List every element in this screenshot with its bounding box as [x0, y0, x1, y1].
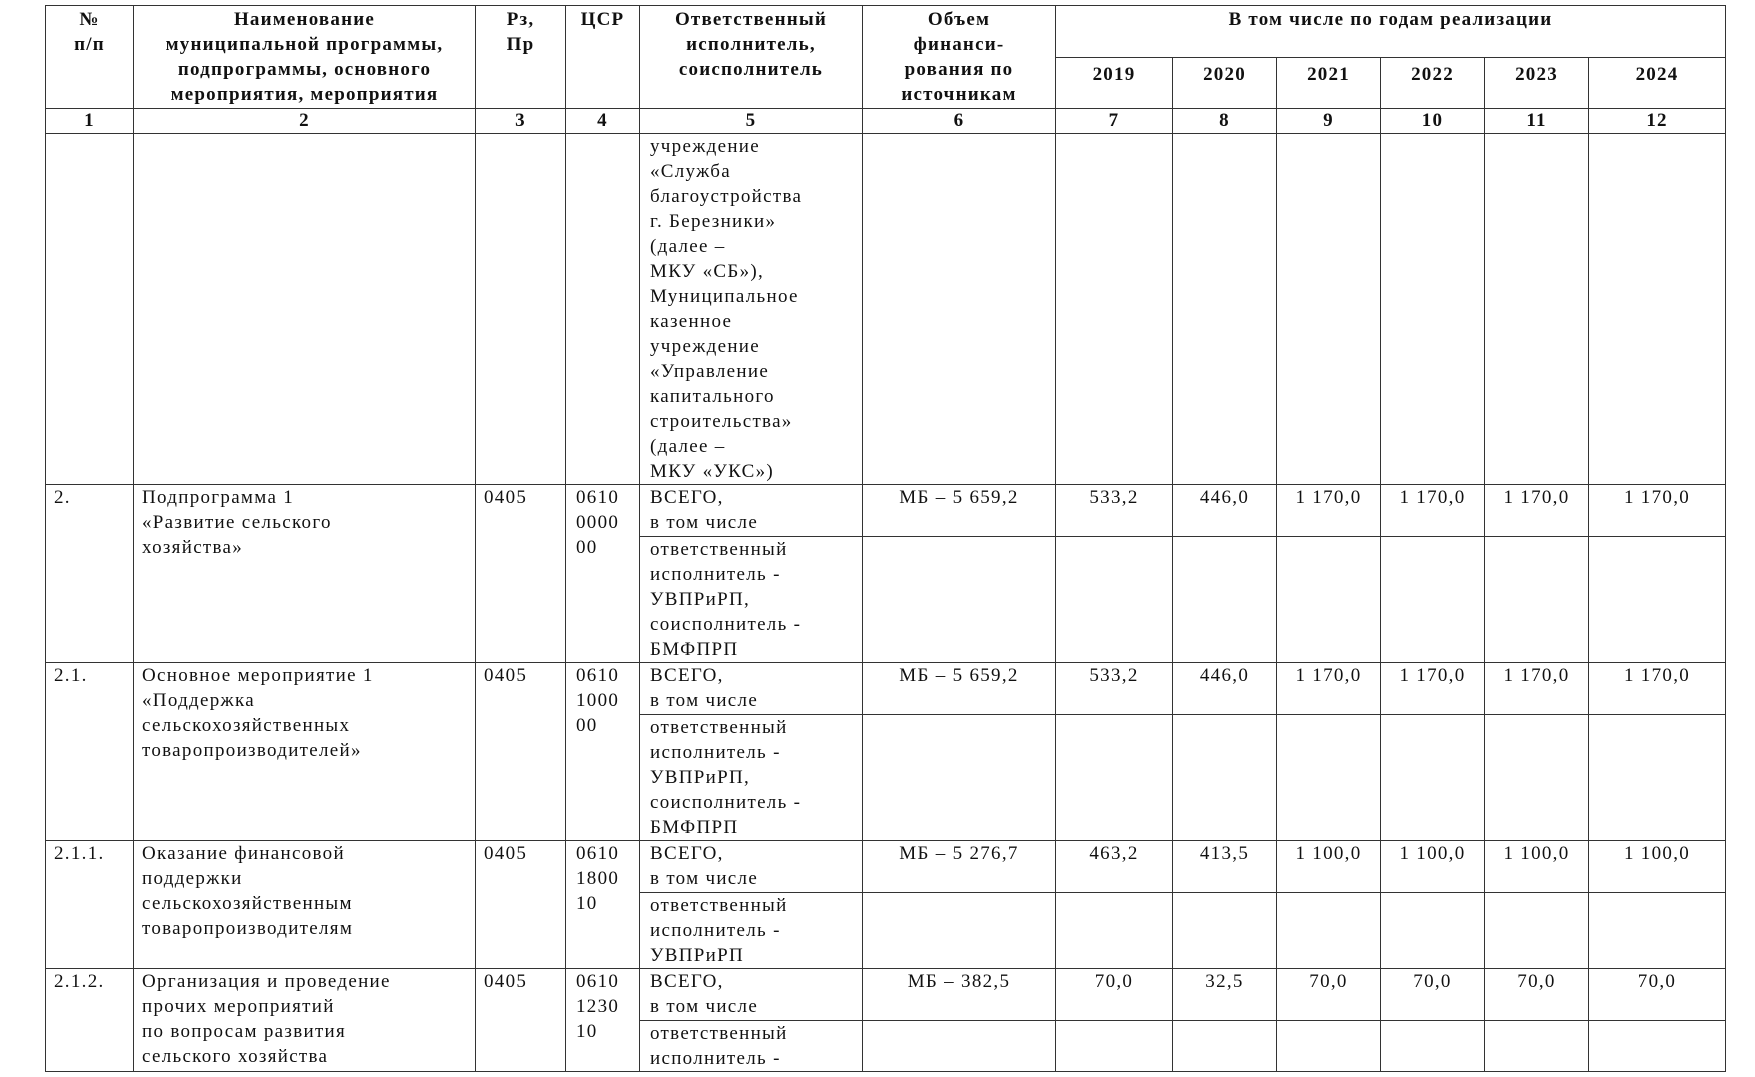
row-name: Основное мероприятие 1 «Поддержка сельскохозяйственных товаропроизводителей» — [134, 663, 476, 841]
row-csr: 0610 1800 10 — [566, 841, 640, 969]
header-year: 2020 — [1173, 58, 1277, 109]
row-year-value: 70,0 — [1381, 969, 1485, 1021]
row-year-value: 70,0 — [1056, 969, 1173, 1021]
row-year-value: 32,5 — [1173, 969, 1277, 1021]
header-row-1 — [46, 6, 1726, 58]
table-row — [46, 969, 1726, 1021]
header-year: 2019 — [1056, 58, 1173, 109]
column-number: 8 — [1173, 109, 1277, 134]
row-year-value: 1 170,0 — [1589, 485, 1726, 537]
row-volume: МБ – 5 659,2 — [863, 485, 1056, 537]
row-total-label: ВСЕГО, в том числе — [640, 969, 863, 1021]
header-rz-pr: Рз, Пр — [476, 6, 566, 109]
column-number: 5 — [640, 109, 863, 134]
row-name: Организация и проведение прочих мероприятий по вопросам развития сельского хозяйства — [134, 969, 476, 1072]
header-years-group: В том числе по годам реализации — [1056, 6, 1726, 58]
header-year: 2024 — [1589, 58, 1726, 109]
column-number: 9 — [1277, 109, 1381, 134]
header-year: 2021 — [1277, 58, 1381, 109]
column-number: 12 — [1589, 109, 1726, 134]
financing-table — [45, 5, 1726, 1072]
row-volume: МБ – 382,5 — [863, 969, 1056, 1021]
row-year-value: 1 170,0 — [1381, 485, 1485, 537]
column-number: 10 — [1381, 109, 1485, 134]
row-executor: ответственный исполнитель - УВПРиРП — [640, 893, 863, 969]
row-number: 2.1.1. — [46, 841, 134, 969]
header-year: 2023 — [1485, 58, 1589, 109]
continuation-row — [46, 134, 1726, 485]
row-year-value: 413,5 — [1173, 841, 1277, 893]
row-year-value: 1 170,0 — [1485, 485, 1589, 537]
row-number: 2.1. — [46, 663, 134, 841]
header-volume: Объем финанси- рования по источникам — [863, 6, 1056, 109]
header-csr: ЦСР — [566, 6, 640, 109]
executor-continuation: учреждение «Служба благоустройства г. Березники» (далее – МКУ «СБ»), Муниципальное казенное учреждение «Управление капитального строительства» (далее – МКУ «УКС») — [640, 134, 863, 485]
column-number: 4 — [566, 109, 640, 134]
row-rz-pr: 0405 — [476, 485, 566, 663]
column-numbers-row — [46, 109, 1726, 134]
row-year-value: 1 170,0 — [1381, 663, 1485, 715]
row-rz-pr: 0405 — [476, 969, 566, 1072]
row-name: Подпрограмма 1 «Развитие сельского хозяйства» — [134, 485, 476, 663]
row-year-value: 1 100,0 — [1485, 841, 1589, 893]
row-rz-pr: 0405 — [476, 841, 566, 969]
column-number: 7 — [1056, 109, 1173, 134]
row-number: 2.1.2. — [46, 969, 134, 1072]
row-csr: 0610 1230 10 — [566, 969, 640, 1072]
row-year-value: 1 170,0 — [1277, 485, 1381, 537]
row-year-value: 446,0 — [1173, 485, 1277, 537]
row-name: Оказание финансовой поддержки сельскохозяйственным товаропроизводителям — [134, 841, 476, 969]
row-csr: 0610 0000 00 — [566, 485, 640, 663]
row-year-value: 70,0 — [1589, 969, 1726, 1021]
column-number: 6 — [863, 109, 1056, 134]
row-year-value: 1 100,0 — [1589, 841, 1726, 893]
row-rz-pr: 0405 — [476, 663, 566, 841]
row-total-label: ВСЕГО, в том числе — [640, 485, 863, 537]
row-year-value: 1 100,0 — [1381, 841, 1485, 893]
row-total-label: ВСЕГО, в том числе — [640, 841, 863, 893]
row-executor: ответственный исполнитель - — [640, 1021, 863, 1072]
header-executor: Ответственный исполнитель, соисполнитель — [640, 6, 863, 109]
row-year-value: 446,0 — [1173, 663, 1277, 715]
row-total-label: ВСЕГО, в том числе — [640, 663, 863, 715]
row-volume: МБ – 5 276,7 — [863, 841, 1056, 893]
header-name: Наименование муниципальной программы, подпрограммы, основного мероприятия, мероприятия — [134, 6, 476, 109]
row-year-value: 1 170,0 — [1485, 663, 1589, 715]
column-number: 1 — [46, 109, 134, 134]
row-year-value: 533,2 — [1056, 663, 1173, 715]
row-csr: 0610 1000 00 — [566, 663, 640, 841]
row-year-value: 533,2 — [1056, 485, 1173, 537]
row-year-value: 70,0 — [1277, 969, 1381, 1021]
column-number: 3 — [476, 109, 566, 134]
row-executor: ответственный исполнитель - УВПРиРП, соисполнитель - БМФПРП — [640, 537, 863, 663]
row-executor: ответственный исполнитель - УВПРиРП, соисполнитель - БМФПРП — [640, 715, 863, 841]
row-year-value: 463,2 — [1056, 841, 1173, 893]
table-row — [46, 485, 1726, 537]
row-year-value: 1 170,0 — [1589, 663, 1726, 715]
column-number: 2 — [134, 109, 476, 134]
column-number: 11 — [1485, 109, 1589, 134]
row-year-value: 1 100,0 — [1277, 841, 1381, 893]
table-row — [46, 841, 1726, 893]
row-year-value: 70,0 — [1485, 969, 1589, 1021]
header-number: № п/п — [46, 6, 134, 109]
row-volume: МБ – 5 659,2 — [863, 663, 1056, 715]
header-year: 2022 — [1381, 58, 1485, 109]
row-year-value: 1 170,0 — [1277, 663, 1381, 715]
row-number: 2. — [46, 485, 134, 663]
table-row — [46, 663, 1726, 715]
